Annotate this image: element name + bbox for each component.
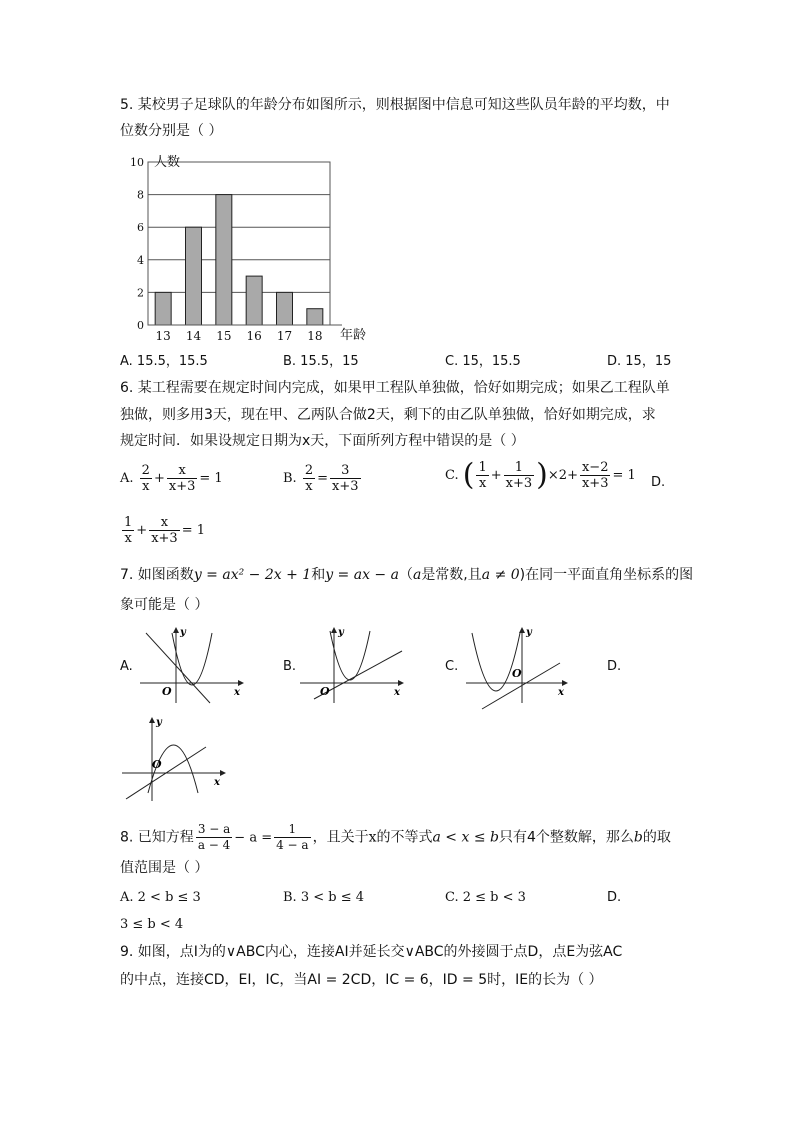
frac-3-over-xp3: $\frac{3}{x+3}$: [332, 463, 359, 494]
q5-option-b: B. 15.5，15: [283, 354, 359, 369]
svg-text:y: y: [156, 717, 162, 728]
q6-option-c: C. ( $\frac{1}{x}$ + $\frac{1}{x+3}$ )×2+ $\frac{x-2}{x+3}$ = 1: [445, 457, 636, 493]
q6-option-a: A. $\frac{2}{x}$ + $\frac{x}{x+3}$ = 1: [120, 463, 223, 494]
q7-graph-d: [120, 715, 230, 805]
x-tick-label: 14: [185, 329, 202, 343]
y-axis-label: 人数: [154, 155, 181, 170]
q5-text-line1: 5. 某校男子足球队的年龄分布如图所示，则根据图中信息可知这些队员年龄的平均数，中: [120, 97, 670, 113]
frac-1-over-xp3: $\frac{1}{x+3}$: [505, 460, 533, 491]
q8-option-b: B. 3 < b ≤ 4: [283, 890, 364, 905]
q7-graph-b: [298, 625, 408, 705]
q7-label-a: A.: [120, 659, 133, 674]
q7-text-line2: 象可能是（ ）: [120, 597, 209, 613]
x-axis-label: 年龄: [340, 328, 367, 343]
frac-xm2-over-xp3: $\frac{x-2}{x+3}$: [581, 460, 609, 491]
bar-age-15: [216, 195, 232, 325]
q5-option-c: C. 15，15.5: [445, 354, 521, 369]
y-tick-label: 2: [137, 286, 144, 300]
q7-condition: a ≠ 0: [481, 567, 520, 583]
q9-text-line2: 的中点，连接CD，EI，IC，当AI = 2CD，IC = 6，ID = 5时，IE的长为（ ）: [120, 972, 603, 988]
q6-b-label: B.: [283, 471, 297, 486]
q8-text-line2: 值范围是（ ）: [120, 860, 209, 876]
svg-text:x: x: [558, 687, 564, 698]
bar-age-18: [307, 309, 323, 325]
svg-text:x: x: [214, 777, 220, 788]
svg-text:O: O: [152, 758, 162, 771]
q7-function-1: y = ax² − 2x + 1: [193, 567, 312, 583]
q8-inequality: a < x ≤ b: [432, 829, 499, 846]
svg-text:y: y: [338, 627, 344, 638]
q5-option-a: A. 15.5，15.5: [120, 354, 208, 369]
q8-option-c: C. 2 ≤ b < 3: [445, 890, 526, 905]
q7-function-2: y = ax − a: [325, 567, 399, 583]
q5-text-line2: 位数分别是（ ）: [120, 123, 223, 139]
frac-2-over-x: $\frac{2}{x}$: [304, 463, 314, 494]
y-tick-label: 4: [137, 253, 144, 267]
q5-option-d: D. 15，15: [607, 354, 672, 369]
q8-text-line1: 8. 已知方程 $\frac{3 - a}{a - 4}$ − a = $\frac{1}{4 - a}$ ，且关于x的不等式a < x ≤ b只有4个整数解，那么b的取: [120, 822, 671, 852]
frac-x-over-xp3: $\frac{x}{x+3}$: [168, 463, 196, 494]
y-tick-label: 6: [137, 221, 144, 235]
svg-text:x: x: [234, 687, 240, 698]
q7-graph-a: [138, 625, 248, 705]
x-tick-label: 13: [155, 329, 171, 343]
bar-age-16: [246, 276, 262, 325]
svg-text:y: y: [526, 627, 532, 638]
q7-label-b: B.: [283, 659, 297, 674]
x-tick-label: 18: [307, 329, 323, 343]
svg-text:O: O: [162, 685, 172, 698]
svg-text:O: O: [512, 667, 522, 680]
q6-option-d: $\frac{1}{x}$ + $\frac{x}{x+3}$ = 1: [124, 515, 205, 546]
y-tick-label: 0: [137, 319, 144, 332]
q6-text-line2: 独做，则多用3天，现在甲、乙两队合做2天，剩下的由乙队单独做，恰好如期完成，求: [120, 407, 656, 423]
age-bar-chart: [110, 152, 370, 347]
q7-text-line1: 7. 如图函数y = ax² − 2x + 1和y = ax − a（a是常数,且a ≠ 0)在同一平面直角坐标系的图: [120, 567, 694, 583]
y-tick-label: 8: [137, 188, 144, 202]
svg-text:O: O: [320, 685, 330, 698]
q8-option-d-value: 3 ≤ b < 4: [120, 917, 184, 932]
svg-text:x: x: [394, 687, 400, 698]
frac-1-over-x: $\frac{1}{x}$: [124, 515, 133, 546]
bar-age-14: [186, 227, 202, 325]
frac-x-over-xp3: $\frac{x}{x+3}$: [151, 515, 178, 546]
plot-frame: [148, 162, 330, 325]
q7-graph-c: [462, 625, 572, 705]
y-tick-label: 10: [130, 156, 144, 169]
frac-3ma-over-am4: $\frac{3 - a}{a - 4}$: [197, 822, 231, 852]
frac-2-over-x: $\frac{2}{x}$: [141, 463, 150, 494]
bar-age-17: [277, 292, 293, 325]
q6-text-line1: 6. 某工程需要在规定时间内完成，如果甲工程队单独做，恰好如期完成；如果乙工程队单: [120, 380, 670, 396]
q6-c-label: C.: [445, 468, 459, 483]
q6-option-b: B. $\frac{2}{x}$ = $\frac{3}{x+3}$: [283, 463, 359, 494]
frac-1-over-x: $\frac{1}{x}$: [478, 460, 487, 491]
svg-text:y: y: [180, 627, 186, 638]
q9-text-line1: 9. 如图，点I为的∨ABC内心，连接AI并延长交∨ABC的外接圆于点D，点E为弦AC: [120, 944, 623, 960]
q6-d-label: D.: [651, 475, 666, 490]
x-tick-label: 17: [276, 329, 293, 343]
q7-label-d: D.: [607, 659, 622, 674]
x-tick-label: 15: [216, 329, 232, 343]
bar-age-13: [155, 292, 171, 325]
q7-label-c: C.: [445, 659, 459, 674]
q8-option-d: D.: [607, 890, 622, 905]
frac-1-over-4ma: $\frac{1}{4 - a}$: [276, 822, 309, 852]
q6-a-label: A.: [120, 471, 134, 486]
q6-text-line3: 规定时间．如果设规定日期为x天，下面所列方程中错误的是（ ）: [120, 433, 525, 449]
q8-option-a: A. 2 < b ≤ 3: [120, 890, 201, 905]
x-tick-label: 16: [246, 329, 262, 343]
